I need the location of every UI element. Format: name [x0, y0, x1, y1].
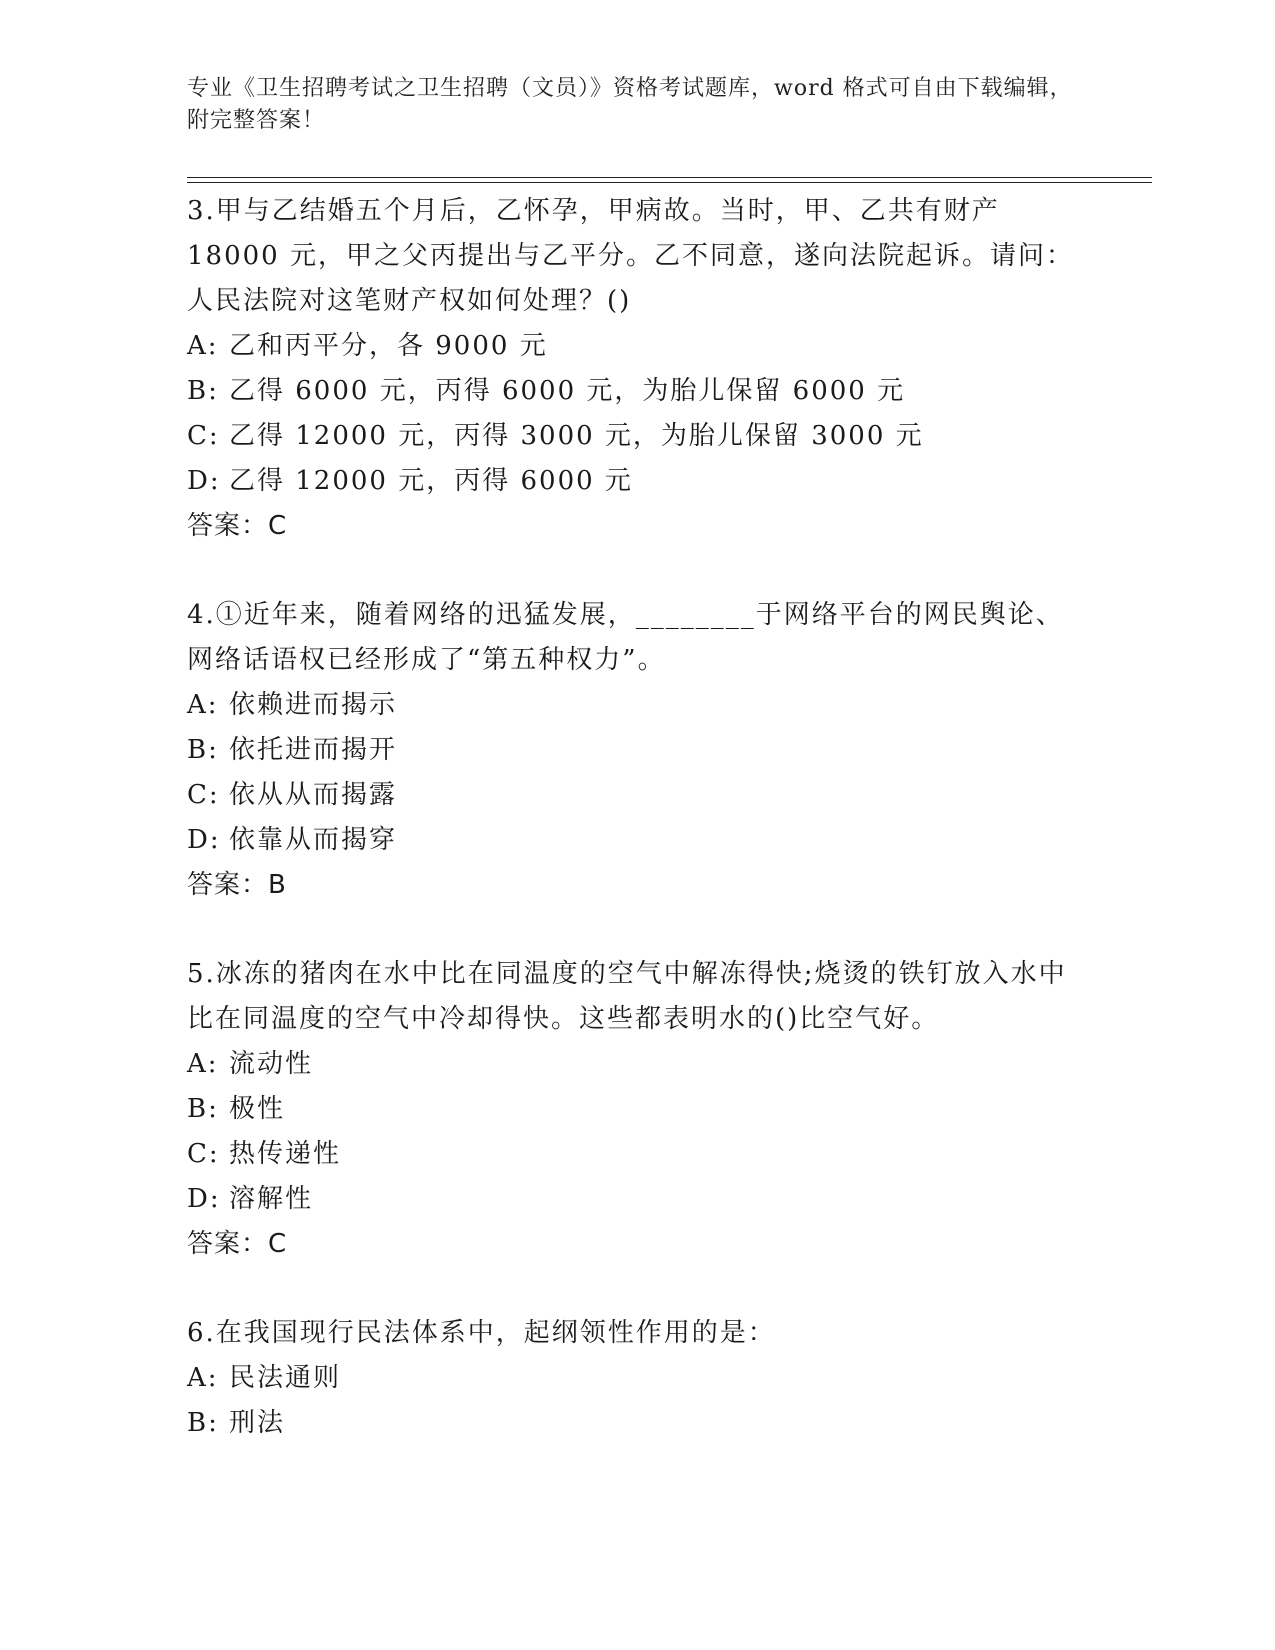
option-a	[187, 1356, 1087, 1401]
answer-line: 答案：B	[187, 870, 287, 900]
option-letter: B:	[187, 1408, 219, 1438]
option-c	[187, 414, 1087, 459]
option-letter: D:	[187, 466, 221, 496]
question-stem: 6.在我国现行民法体系中，起纲领性作用的是：	[187, 1318, 776, 1348]
option-text: 乙得 12000 元，丙得 3000 元，为胎儿保留 3000 元	[229, 421, 924, 451]
option-letter: A:	[187, 1049, 219, 1079]
option-text: 民法通则	[229, 1363, 342, 1393]
question-stem: 4.①近年来，随着网络的迅猛发展，________于网络平台的网民舆论、网络话语权已经形成了“第五种权力”。	[187, 600, 1064, 675]
option-text: 极性	[229, 1094, 286, 1124]
option-text: 依从从而揭露	[229, 780, 398, 810]
option-c	[187, 1132, 1087, 1177]
option-letter: C:	[187, 421, 220, 451]
question-list	[187, 189, 1087, 1490]
question-6	[187, 1311, 1087, 1446]
option-text: 刑法	[229, 1408, 286, 1438]
option-b	[187, 1087, 1087, 1132]
option-text: 乙得 12000 元，丙得 6000 元	[229, 466, 633, 496]
header-divider-bottom	[187, 182, 1152, 183]
answer-line: 答案：C	[187, 511, 288, 541]
option-c	[187, 773, 1087, 818]
option-letter: C:	[187, 1139, 220, 1169]
option-letter: D:	[187, 825, 221, 855]
option-d	[187, 459, 1087, 504]
option-d	[187, 1177, 1087, 1222]
question-stem: 3.甲与乙结婚五个月后，乙怀孕，甲病故。当时，甲、乙共有财产18000 元，甲之父丙提出与乙平分。乙不同意，遂向法院起诉。请问：人民法院对这笔财产权如何处理？()	[187, 196, 1074, 316]
option-text: 依托进而揭开	[229, 735, 398, 765]
option-text: 依靠从而揭穿	[229, 825, 398, 855]
answer-line: 答案：C	[187, 1229, 288, 1259]
question-stem: 5.冰冻的猪肉在水中比在同温度的空气中解冻得快;烧烫的铁钉放入水中比在同温度的空气中冷却得快。这些都表明水的()比空气好。	[187, 959, 1067, 1034]
option-text: 依赖进而揭示	[229, 690, 398, 720]
option-text: 乙得 6000 元，丙得 6000 元，为胎儿保留 6000 元	[229, 376, 906, 406]
option-d	[187, 818, 1087, 863]
option-b	[187, 369, 1087, 414]
document-header: 专业《卫生招聘考试之卫生招聘（文员）》资格考试题库，word 格式可自由下载编辑，附完整答案！	[187, 76, 1073, 133]
option-b	[187, 1401, 1087, 1446]
option-a	[187, 324, 1087, 369]
option-letter: B:	[187, 1094, 219, 1124]
option-text: 流动性	[229, 1049, 314, 1079]
option-letter: A:	[187, 690, 219, 720]
question-4	[187, 593, 1087, 908]
question-3	[187, 189, 1087, 549]
option-text: 热传递性	[229, 1139, 342, 1169]
option-letter: B:	[187, 735, 219, 765]
option-letter: A:	[187, 1363, 219, 1393]
option-letter: D:	[187, 1184, 221, 1214]
option-letter: C:	[187, 780, 220, 810]
option-a	[187, 683, 1087, 728]
option-b	[187, 728, 1087, 773]
header-divider-top	[187, 177, 1152, 178]
option-text: 溶解性	[229, 1184, 314, 1214]
option-letter: A:	[187, 331, 219, 361]
option-text: 乙和丙平分，各 9000 元	[229, 331, 548, 361]
option-a	[187, 1042, 1087, 1087]
question-5	[187, 952, 1087, 1267]
option-letter: B:	[187, 376, 219, 406]
